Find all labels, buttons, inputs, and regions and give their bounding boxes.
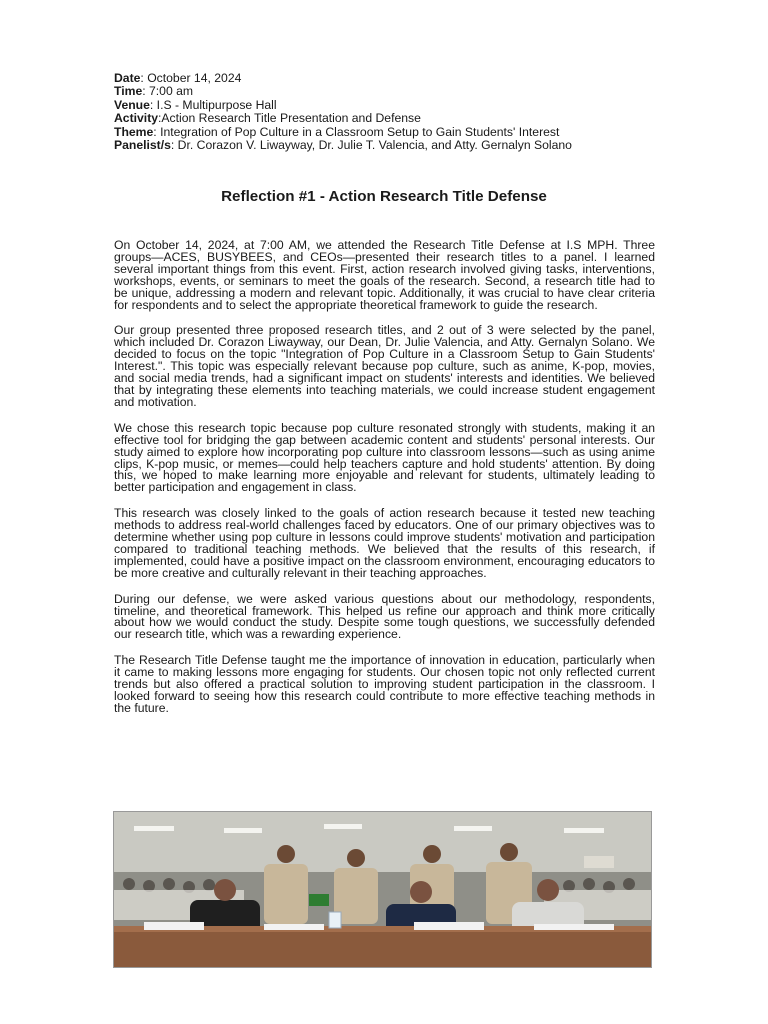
panelists-value: : Dr. Corazon V. Liwayway, Dr. Julie T. Valencia, and Atty. Gernalyn Solano bbox=[170, 138, 572, 153]
group-photo bbox=[113, 811, 652, 968]
date-value: : October 14, 2024 bbox=[140, 71, 242, 85]
page-title: Reflection #1 - Action Research Title Defense bbox=[221, 188, 547, 205]
paragraph: This research was closely linked to the goals of action research because it tested new teaching methods to address real-world challenges faced by educators. One of our primary objectives was to determine whether using pop culture in lessons could improve students' motivation and participation compared to traditional teaching methods. We believed that the results of this research, if implemented, could have a positive impact on the classroom environment, encouraging educators to be more creative and culturally relevant in their teaching approaches. bbox=[114, 506, 655, 580]
time-value: : 7:00 am bbox=[142, 84, 194, 99]
panelists-label: Panelist/s bbox=[114, 138, 171, 153]
theme-value: : Integration of Pop Culture in a Classroom Setup to Gain Students' Interest bbox=[153, 124, 560, 139]
venue-value: : I.S - Multipurpose Hall bbox=[149, 97, 277, 112]
venue-row bbox=[114, 99, 674, 112]
event-details bbox=[114, 72, 674, 152]
activity-row bbox=[114, 112, 674, 125]
activity-value: :Action Research Title Presentation and Defense bbox=[158, 111, 421, 126]
date-row bbox=[114, 72, 674, 85]
theme-label: Theme bbox=[114, 124, 154, 139]
theme-row bbox=[114, 126, 674, 139]
paragraph: We chose this research topic because pop culture resonated strongly with students, making it an effective tool for bridging the gap between academic content and students' personal interests. Our study aimed to explore how incorporating pop culture into classroom lessons—such as using anime clips, K-pop music, or memes—could help teachers capture and hold students' attention. By doing this, we hoped to make learning more enjoyable and relevant for students, ultimately leading to better participation and engagement in class. bbox=[114, 420, 655, 495]
group-photo-icon bbox=[114, 812, 651, 967]
paragraph: Our group presented three proposed research titles, and 2 out of 3 were selected by the panel, which included Dr. Corazon Liwayway, our Dean, Dr. Julie Valencia, and Atty. Gernalyn Solano. We decided to focus on the topic "Integration of Pop Culture in a Classroom Setup to Gain Students' Interest.". This topic was especially relevant because pop culture, such as anime, K-pop, movies, and social media trends, had a significant impact on students' interests and identities. We believed that by integrating these elements into teaching materials, we could increase student engagement and motivation. bbox=[114, 323, 655, 409]
date-label: Date bbox=[114, 71, 141, 85]
paragraph: The Research Title Defense taught me the importance of innovation in education, particularly when it came to making lessons more engaging for students. Our chosen topic not only reflected current trends but also offered a practical solution to improving student participation in the classroom. I looked forward to seeing how this research could contribute to more effective teaching methods in the future. bbox=[114, 653, 655, 715]
time-row bbox=[114, 85, 674, 98]
paragraph: On October 14, 2024, at 7:00 AM, we attended the Research Title Defense at I.S MPH. Three groups—ACES, BUSYBEES, and CEOs—presented their research titles to a panel. I learned several important things from this event. First, action research involved giving tasks, interventions, workshops, events, or seminars to meet the goals of the research. Second, a research title had to be unique, addressing a modern and relevant topic. Additionally, it was crucial to have clear criteria for respondents and to select the appropriate theoretical framework to guide the research. bbox=[114, 238, 655, 312]
time-label: Time bbox=[114, 84, 143, 99]
activity-label: Activity bbox=[114, 111, 159, 126]
venue-label: Venue bbox=[114, 97, 150, 112]
panelists-row bbox=[114, 139, 674, 152]
paragraph: During our defense, we were asked various questions about our methodology, respondents, timeline, and theoretical framework. This helped us refine our approach and think more critically about how we would conduct the study. Despite some tough questions, we successfully defended our research title, which was a rewarding experience. bbox=[114, 591, 655, 642]
reflection-body bbox=[114, 240, 655, 729]
